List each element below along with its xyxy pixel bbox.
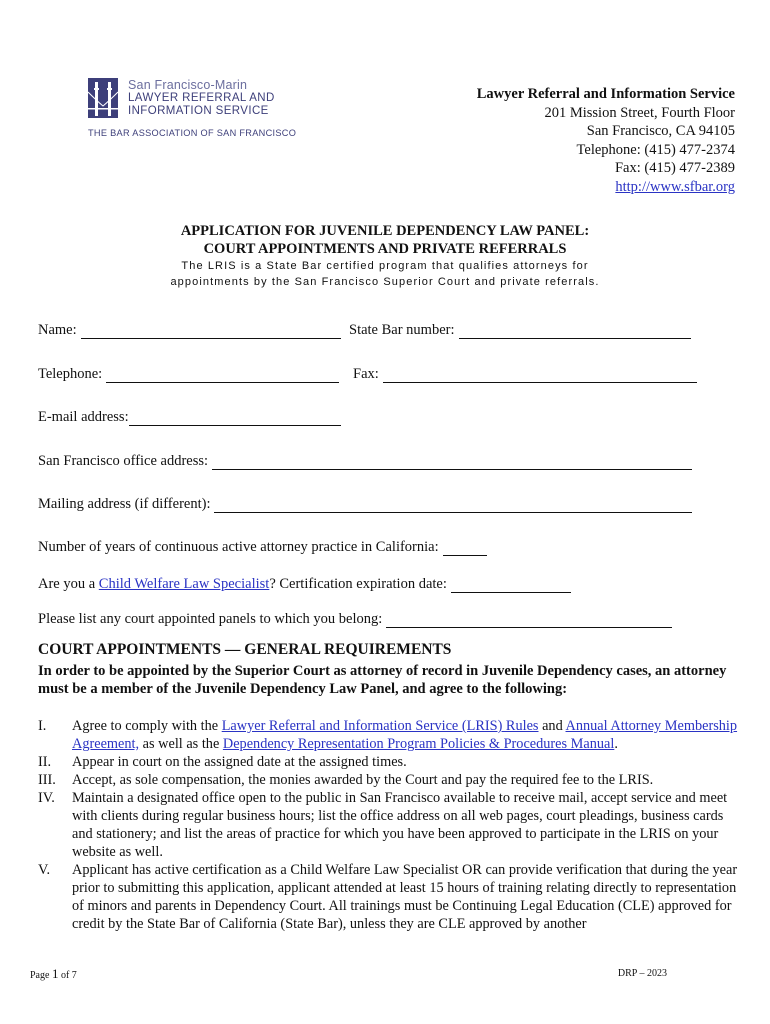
mailing-field[interactable] [214, 498, 692, 513]
item-text: . [614, 736, 618, 752]
requirements-list [38, 717, 743, 933]
page-total: of 7 [58, 970, 77, 981]
bar-number-row [349, 322, 691, 339]
years-field[interactable] [443, 541, 487, 556]
sf-office-label: San Francisco office address: [38, 453, 209, 469]
item-text: Applicant has active certification as a Child Welfare Law Specialist OR can provide verification that during the year prior to submitting this application, applicant attended at least 15 hours of training relating directly to representation of minors and parents in Dependency Court. All trainings must be Continuing Legal Education (CLE) approved for credit by the State Bar of California (State Bar), unless they are CLE approved by another [72, 862, 738, 932]
item-number: I. [38, 718, 47, 734]
item-text: as well as the [139, 736, 223, 752]
title-line-2: COURT APPOINTMENTS AND PRIVATE REFERRALS [203, 241, 567, 257]
lris-logo [88, 78, 297, 142]
bar-number-field[interactable] [459, 324, 691, 339]
list-item [38, 771, 743, 789]
name-label: Name: [38, 322, 77, 338]
bar-number-label: State Bar number: [349, 322, 455, 338]
subtitle-line-1: The LRIS is a State Bar certified program that qualifies attorneys for [181, 260, 589, 272]
policies-manual-link[interactable]: Dependency Representation Program Policies & Procedures Manual [222, 736, 615, 752]
mailing-row [38, 496, 692, 513]
membership-agreement-link[interactable]: Annual Attorney Membership Agreement, [72, 718, 738, 752]
panels-field[interactable] [386, 613, 672, 628]
fax-row [353, 366, 697, 383]
document-code: DRP – 2023 [617, 968, 667, 979]
name-field[interactable] [81, 324, 341, 339]
logo-line-3: INFORMATION SERVICE [128, 105, 269, 117]
street-address: 201 Mission Street, Fourth Floor [544, 104, 735, 121]
logo-line-4: THE BAR ASSOCIATION OF SAN FRANCISCO [88, 128, 297, 138]
years-label: Number of years of continuous active attorney practice in California: [38, 539, 439, 555]
website-link[interactable]: http://www.sfbar.org [615, 178, 735, 195]
item-text: Maintain a designated office open to the public in San Francisco available to receive mail, accept service and meet with clients during regular business hours; list the office address on all web pages, court pleadings, business cards and stationery; and list the areas of practice for which you have been approved to participate in the LRIS on your website as well. [72, 790, 728, 860]
telephone-label: Telephone: [38, 366, 103, 382]
item-number: III. [38, 772, 56, 788]
fax-field[interactable] [383, 368, 697, 383]
subtitle-line-2: appointments by the San Francisco Superior Court and private referrals. [170, 276, 600, 288]
page-current: 1 [51, 966, 59, 981]
name-row [38, 322, 341, 339]
telephone-number: Telephone: (415) 477-2374 [576, 141, 735, 158]
telephone-field[interactable] [106, 368, 339, 383]
fax-number: Fax: (415) 477-2389 [614, 160, 735, 176]
mailing-label: Mailing address (if different): [38, 496, 211, 512]
cwls-prefix: Are you a [38, 576, 99, 592]
item-number: V. [38, 862, 51, 878]
page-title [0, 222, 770, 258]
section-intro: In order to be appointed by the Superior Court as attorney of record in Juvenile Dependency cases, an attorney must be a member of the Juvenile Dependency Law Panel, and agree to the following: [38, 663, 727, 697]
item-text: Appear in court on the assigned date at the assigned times. [72, 754, 407, 770]
fax-label: Fax: [353, 366, 379, 382]
panels-row [38, 611, 672, 628]
item-text: and [538, 718, 566, 734]
item-text: Accept, as sole compensation, the monies awarded by the Court and pay the required fee to the LRIS. [72, 772, 654, 788]
list-item [38, 717, 743, 753]
years-row [38, 539, 487, 556]
list-item [38, 789, 743, 861]
panels-label: Please list any court appointed panels to which you belong: [38, 611, 383, 627]
item-number: II. [38, 754, 52, 770]
list-item [38, 861, 743, 933]
city-address: San Francisco, CA 94105 [586, 123, 735, 139]
cwls-row [38, 576, 571, 593]
item-text: Agree to comply with the [72, 718, 222, 734]
logo-line-1: San Francisco-Marin [128, 78, 248, 92]
cwls-suffix: ? Certification expiration date: [269, 576, 447, 592]
sf-office-row [38, 453, 692, 470]
email-row [38, 409, 341, 426]
email-field[interactable] [129, 411, 341, 426]
address-block [477, 85, 735, 196]
page-label: Page [30, 970, 52, 981]
page-number [30, 966, 77, 982]
item-number: IV. [38, 790, 55, 806]
title-line-1: APPLICATION FOR JUVENILE DEPENDENCY LAW PANEL: [180, 223, 590, 239]
list-item [38, 753, 743, 771]
subtitle [0, 258, 770, 290]
email-label: E-mail address: [38, 409, 129, 425]
sf-office-field[interactable] [212, 455, 692, 470]
cwls-expiration-field[interactable] [451, 578, 571, 593]
logo-line-2: LAWYER REFERRAL AND [128, 92, 275, 104]
org-name: Lawyer Referral and Information Service [476, 86, 735, 102]
lris-rules-link[interactable]: Lawyer Referral and Information Service (LRIS) Rules [221, 718, 539, 734]
cwls-link[interactable]: Child Welfare Law Specialist [98, 576, 270, 592]
golden-gate-bridge-icon [88, 78, 118, 118]
telephone-row [38, 366, 339, 383]
section-heading: COURT APPOINTMENTS — GENERAL REQUIREMENTS [38, 641, 452, 658]
